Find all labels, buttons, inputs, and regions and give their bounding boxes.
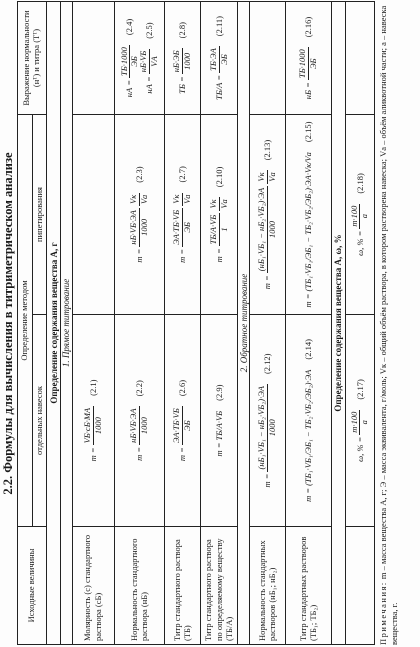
formula-lhs: m = xyxy=(214,248,225,263)
denominator: 1000 xyxy=(138,218,149,236)
fraction xyxy=(139,49,159,75)
equation-number: (2.12) xyxy=(262,353,273,375)
fraction xyxy=(129,193,149,206)
row-label xyxy=(345,527,375,645)
formula-expr: ТБ/А·VБ xyxy=(214,410,225,441)
fraction xyxy=(350,204,370,229)
denominator: 1000 xyxy=(266,221,277,238)
formula xyxy=(298,17,318,100)
denominator: ЭБ xyxy=(128,56,139,67)
formula-lhs: m = xyxy=(177,248,188,263)
note-label: Примечания: xyxy=(378,581,388,645)
formula-cell xyxy=(200,1,238,114)
fraction xyxy=(298,47,318,80)
formula-cell xyxy=(285,114,331,314)
fraction xyxy=(172,208,192,247)
equation-number: (2.16) xyxy=(303,16,314,38)
fraction xyxy=(257,384,277,471)
equation-number: (2.5) xyxy=(144,22,155,39)
denominator: 1000 xyxy=(138,417,149,435)
formula xyxy=(139,22,159,93)
formula-lhs: m = xyxy=(214,442,225,457)
denominator: Vа xyxy=(218,199,229,209)
numerator: VБ·cБ·MА xyxy=(82,407,93,444)
header-pipetting: пипетирования xyxy=(32,114,47,314)
equation-number: (2.4) xyxy=(124,18,135,36)
fraction xyxy=(350,410,370,435)
numerator: (нБ₁·VБ₁ − нБ₂·VБ₂)·ЭА xyxy=(256,386,267,470)
equation-number: (2.2) xyxy=(134,380,145,397)
row-label: Нормальность стандартного раствора (нБ) xyxy=(114,527,164,645)
section-title: Определение содержания вещества А, ω, % xyxy=(331,1,345,644)
formula-lhs: m = xyxy=(303,487,314,502)
formula xyxy=(120,19,140,97)
equation-number: (2.13) xyxy=(262,139,273,161)
subsection-title: 2. Обратное титрование xyxy=(238,1,250,644)
numerator: ЭА·ТБ·VБ xyxy=(171,408,182,444)
denominator: ЭБ xyxy=(181,222,192,233)
denominator: 1000 xyxy=(266,419,277,437)
table-caption: 2.2. Формулы для вычисления в титриметрическом анализе xyxy=(1,152,15,495)
equation-number: (2.3) xyxy=(134,166,145,183)
formula-cell xyxy=(345,1,375,114)
fraction xyxy=(129,406,149,444)
numerator: Vк xyxy=(128,194,139,204)
formula xyxy=(209,16,229,100)
formula-lhs: m = xyxy=(262,473,273,488)
formula-lhs: нА = xyxy=(124,79,135,98)
header-method: Определение методом xyxy=(18,114,33,526)
formula xyxy=(129,166,149,262)
numerator: нБ·ЭБ xyxy=(171,50,182,73)
formula-lhs: m = xyxy=(134,446,145,461)
formula-lhs: m = xyxy=(303,293,314,308)
equation-number: (2.11) xyxy=(214,15,225,37)
equation-number: (2.10) xyxy=(214,166,225,188)
formula-lhs: m = xyxy=(262,275,273,290)
denominator: 1000 xyxy=(92,417,103,435)
formula xyxy=(303,339,313,502)
denominator: 1000 xyxy=(181,52,192,70)
equation-number: (2.15) xyxy=(303,121,314,143)
numerator: m·100 xyxy=(348,411,359,433)
numerator: Vк xyxy=(208,199,219,209)
formula-lhs: ТБ/А = xyxy=(214,74,225,100)
equation-number: (2.7) xyxy=(177,166,188,183)
formula-cell xyxy=(164,315,200,527)
formula-cell xyxy=(249,114,285,314)
formula xyxy=(83,380,103,462)
fraction xyxy=(209,46,229,73)
formula-lhs: m = xyxy=(88,447,99,462)
equation-number: (2.9) xyxy=(214,384,225,401)
formula-cell xyxy=(249,1,285,114)
denominator: ЭБ xyxy=(307,58,318,70)
numerator: (нБ₁·VБ₁ − нБ₂·VБ₂)·ЭА xyxy=(256,187,267,272)
formula-cell xyxy=(285,315,331,527)
formula-lhs: нБ = xyxy=(303,82,314,100)
formula xyxy=(350,379,370,462)
fraction xyxy=(172,48,192,74)
denominator: 1 xyxy=(218,227,229,232)
formula-lhs: m = xyxy=(177,447,188,462)
numerator: нБ·VБ·ЭА xyxy=(128,210,139,245)
formula xyxy=(303,122,313,308)
numerator: ТБ·ЭА xyxy=(208,48,219,71)
fraction xyxy=(257,186,277,273)
formula-lhs: ω, % = xyxy=(354,230,365,256)
formula-cell xyxy=(72,1,114,114)
fraction xyxy=(172,406,192,445)
numerator: ЭА·ТБ·VБ xyxy=(171,209,182,245)
fraction xyxy=(120,45,140,78)
fraction xyxy=(129,208,149,246)
fraction xyxy=(209,213,229,247)
formula-table xyxy=(17,1,375,645)
fraction xyxy=(83,406,103,446)
formula-cell xyxy=(72,315,114,527)
numerator: Vк xyxy=(171,194,182,204)
subsection-title: 1. Прямое титрование xyxy=(61,1,73,644)
formula-cell xyxy=(200,114,238,314)
fraction xyxy=(172,192,192,205)
formula xyxy=(214,385,224,457)
numerator: ТБ·1000 xyxy=(118,47,129,76)
section-title: Определение содержания вещества А, г xyxy=(47,1,61,644)
formula-cell xyxy=(114,1,164,114)
denominator: VА xyxy=(148,56,159,67)
header-expression: Выражение нормальности (нᵀ) и титра (Tᵀ) xyxy=(18,1,47,114)
equation-number: (2.1) xyxy=(88,379,99,396)
denominator: Vа xyxy=(138,194,149,205)
formula xyxy=(257,353,277,487)
fraction xyxy=(257,170,277,183)
formula xyxy=(172,22,192,94)
equation-number: (2.8) xyxy=(177,22,188,39)
formula-expr: (ТБ₁·VБ₁/ЭБ₁ − ТБ₂·VБ₂/ЭБ₂)·ЭА·Vк/Vа xyxy=(303,152,314,292)
header-initial: Исходные величины xyxy=(18,527,47,645)
numerator: ТБ/А·VБ xyxy=(208,214,219,245)
header-separate: отдельных навесок xyxy=(32,315,47,527)
formula-cell xyxy=(249,315,285,527)
row-label: Нормальность стандартных растворов (нБ₁; нБ₂) xyxy=(249,527,285,645)
numerator: ТБ·1000 xyxy=(297,49,308,79)
row-label: Титр стандартных растворов (ТБ₁; ТБ₂) xyxy=(285,527,331,645)
denominator: ЭБ xyxy=(181,420,192,431)
formula-cell xyxy=(72,114,114,314)
formula-cell xyxy=(164,114,200,314)
formula-cell xyxy=(114,114,164,314)
formula-lhs: m = xyxy=(134,248,145,263)
formula xyxy=(172,380,192,461)
row-label: Молярность (с) стандартного раствора (сБ) xyxy=(72,527,114,645)
table-note xyxy=(378,2,400,645)
equation-number: (2.14) xyxy=(303,339,314,360)
row-label: Титр стандартного раствора по определяемому веществу (ТБ/А) xyxy=(200,527,238,645)
numerator: Vк xyxy=(256,172,267,182)
numerator: нБ·VБ xyxy=(138,50,149,73)
formula-cell xyxy=(164,1,200,114)
denominator: Vа xyxy=(181,194,192,204)
formula-lhs: нА = xyxy=(144,76,155,94)
formula xyxy=(350,173,370,256)
formula-cell xyxy=(200,315,238,527)
numerator: нБ·VБ·ЭА xyxy=(128,408,139,443)
equation-number: (2.17) xyxy=(354,379,365,400)
formula-expr: (ТБ₁·VБ₁/ЭБ₁ − ТБ₂·VБ₂/ЭБ₂)·ЭА xyxy=(303,369,314,486)
formula xyxy=(257,140,277,289)
formula-lhs: ТБ = xyxy=(177,76,188,94)
formula-cell xyxy=(285,1,331,114)
denominator: ЭБ xyxy=(218,54,229,65)
note-text: m – масса вещества А, г; Э – масса эквивалента, г/моль; Vк – общий объём раствора, в котором растворена навеска; Vа – объём аликвотной части; a – навеска вещества, г. xyxy=(378,5,400,645)
equation-number: (2.6) xyxy=(177,379,188,397)
denominator: a xyxy=(359,420,370,425)
formula-cell xyxy=(114,315,164,527)
formula xyxy=(209,167,229,263)
denominator: a xyxy=(359,214,370,219)
equation-number: (2.18) xyxy=(354,173,365,194)
formula xyxy=(129,380,149,461)
numerator: m·100 xyxy=(348,205,359,227)
denominator: Vа xyxy=(266,172,277,182)
formula xyxy=(172,166,192,263)
formula-cell xyxy=(345,315,375,527)
row-label: Титр стандартного раствора (ТБ) xyxy=(164,527,200,645)
formula-lhs: ω, % = xyxy=(354,436,365,462)
fraction xyxy=(209,197,229,210)
formula-cell xyxy=(345,114,375,314)
